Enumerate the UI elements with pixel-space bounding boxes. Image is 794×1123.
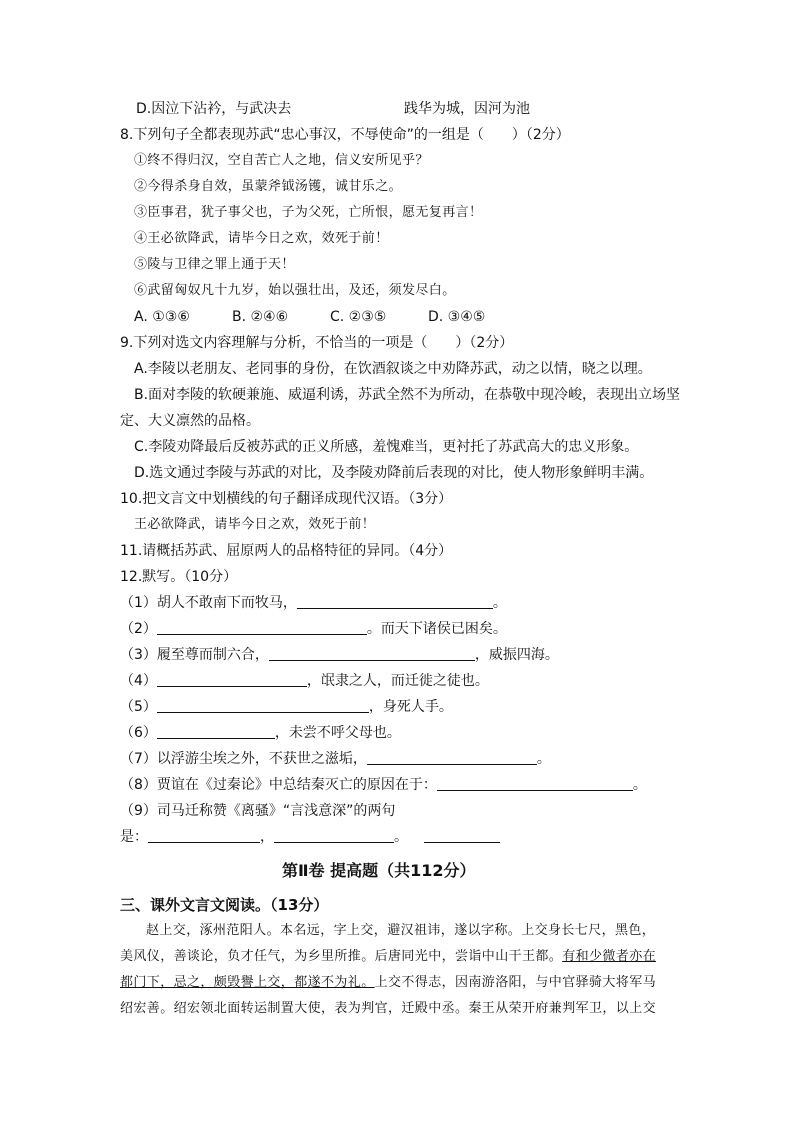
q8-item-6: ⑥武留匈奴凡十九岁，始以强壮出，及还，须发尽白。 xyxy=(134,283,456,298)
q8-item-4: ④王必欲降武，请毕今日之欢，效死于前！ xyxy=(134,231,389,246)
q10-stem: 10.把文言文中划横线的句子翻译成现代汉语。（3分） xyxy=(120,491,453,507)
q12-line-9-comma: ， xyxy=(260,829,274,845)
q10-sentence: 王必欲降武，请毕今日之欢，效死于前！ xyxy=(134,517,376,532)
q9-stem: 9.下列对选文内容理解与分析，不恰当的一项是（ ）（2分） xyxy=(120,335,514,351)
answer-blank[interactable] xyxy=(157,620,367,635)
q12-line-2-end: 。而天下诸侯已困矣。 xyxy=(366,621,507,637)
q9-option-b-line2: 定、大义凛然的品格。 xyxy=(120,413,260,429)
section-3-title: 三、课外文言文阅读。（13分） xyxy=(120,896,329,914)
q12-line-8 xyxy=(120,776,647,794)
answer-blank[interactable] xyxy=(157,698,369,713)
q12-line-7 xyxy=(120,750,551,768)
passage-underlined-1: 有和少微者亦在 xyxy=(562,949,657,964)
q12-line-8-end: 。 xyxy=(632,777,647,793)
q8-item-1: ①终不得归汉，空自苦亡人之地，信义安所见乎？ xyxy=(134,153,429,168)
q12-line-9: （9）司马迁称赞《离骚》“言浅意深”的两句 xyxy=(120,803,396,819)
q12-line-4-end: ，氓隶之人，而迁徙之徒也。 xyxy=(306,673,489,689)
q12-line-5-text: （5） xyxy=(120,699,157,715)
answer-blank[interactable] xyxy=(157,724,275,739)
q12-line-9-answer xyxy=(120,828,500,846)
passage-line-3 xyxy=(120,974,656,992)
q12-line-3 xyxy=(120,646,559,664)
q12-line-8-text: （8）贾谊在《过秦论》中总结秦灭亡的原因在于： xyxy=(120,777,437,793)
q12-line-6-end: ，未尝不呼父母也。 xyxy=(274,725,401,741)
q8-option-c: C. ②③⑤ xyxy=(330,309,387,325)
q12-line-2 xyxy=(120,620,507,638)
q9-option-d: D.选文通过李陵与苏武的对比，及李陵劝降前后表现的对比，使人物形象鲜明丰满。 xyxy=(134,465,654,481)
q12-line-9-lead: 是： xyxy=(120,829,148,845)
q9-option-b-line1: B.面对李陵的软硬兼施、威逼利诱，苏武全然不为所动，在恭敬中现冷峻，表现出立场坚 xyxy=(134,387,681,403)
q12-line-2-text: （2） xyxy=(120,621,157,637)
answer-blank[interactable] xyxy=(274,828,394,843)
q12-line-9-end: 。 xyxy=(394,829,408,845)
q12-line-4-text: （4） xyxy=(120,673,157,689)
answer-blank[interactable] xyxy=(148,828,260,843)
q8-item-3: ③臣事君，犹子事父也，子为父死，亡所恨，愿无复再言！ xyxy=(134,205,483,220)
q12-line-7-end: 。 xyxy=(536,751,551,767)
q9-option-c: C.李陵劝降最后反被苏武的正义所感，羞愧难当，更衬托了苏武高大的忠义形象。 xyxy=(134,439,639,455)
q12-line-4 xyxy=(120,672,489,690)
q12-line-6-text: （6） xyxy=(120,725,157,741)
answer-blank[interactable] xyxy=(424,828,500,843)
q11-stem: 11.请概括苏武、屈原两人的品格特征的异同。（4分） xyxy=(120,543,453,559)
passage-line-3-text: 上交不得志，因南游洛阳，与中官驿骑大将军马 xyxy=(374,975,657,990)
passage-underlined-2: 都门下，忌之，颇毁譽上交，都遂不为礼。 xyxy=(120,975,375,990)
q12-line-5 xyxy=(120,698,453,716)
passage-line-1: 赵上交，涿州范阳人。本名远，字上交，避汉祖讳，遂以字称。上交身长七尺，黑色， xyxy=(146,923,656,938)
q12-line-1-text: （1）胡人不敢南下而牧马， xyxy=(120,595,297,611)
q12-line-1 xyxy=(120,594,507,612)
answer-blank[interactable] xyxy=(437,776,633,791)
answer-blank[interactable] xyxy=(297,594,493,609)
q12-line-6 xyxy=(120,724,401,742)
q9-option-a: A.李陵以老朋友、老同事的身份，在饮酒叙谈之中劝降苏武，动之以情，晓之以理。 xyxy=(134,361,652,377)
q12-line-5-end: ，身死人手。 xyxy=(368,699,453,715)
q8-item-2: ②今得杀身自效，虽蒙斧钺汤镬，诚甘乐之。 xyxy=(134,179,403,194)
passage-line-2 xyxy=(120,948,656,966)
q12-line-1-end: 。 xyxy=(492,595,507,611)
q12-line-7-text: （7）以浮游尘埃之外，不获世之滋垢， xyxy=(120,751,367,767)
q8-stem: 8.下列句子全都表现苏武“忠心事汉，不辱使命”的一组是（ ）（2分） xyxy=(120,127,570,143)
passage-line-4: 绍宏善。绍宏领北面转运制置大使，表为判官，迁殿中丞。秦王从荣开府兼判军卫，以上交 xyxy=(120,1001,657,1016)
q12-stem: 12.默写。（10分） xyxy=(120,569,238,585)
q8-item-5: ⑤陵与卫律之罪上通于天！ xyxy=(134,257,295,272)
passage-line-2-text: 美风仪，善谈论，负才任气，为乡里所推。后唐同光中，尝诣中山干王都。 xyxy=(120,949,563,964)
q8-option-d: D. ③④⑤ xyxy=(428,309,486,325)
part-2-title: 第Ⅱ卷 提高题（共112分） xyxy=(282,861,476,880)
q8-option-b: B. ②④⑥ xyxy=(232,309,289,325)
q7-option-d xyxy=(136,100,291,118)
q7-option-d-right: 践华为城，因河为池 xyxy=(404,101,530,117)
answer-blank[interactable] xyxy=(157,672,307,687)
q8-option-a: A. ①③⑥ xyxy=(134,309,190,325)
answer-blank[interactable] xyxy=(367,750,537,765)
q12-line-3-end: ，威振四海。 xyxy=(474,647,559,663)
answer-blank[interactable] xyxy=(269,646,475,661)
q12-line-3-text: （3）履至尊而制六合， xyxy=(120,647,269,663)
q7-option-d-text: D.因泣下沾衿，与武决去 xyxy=(136,101,292,117)
